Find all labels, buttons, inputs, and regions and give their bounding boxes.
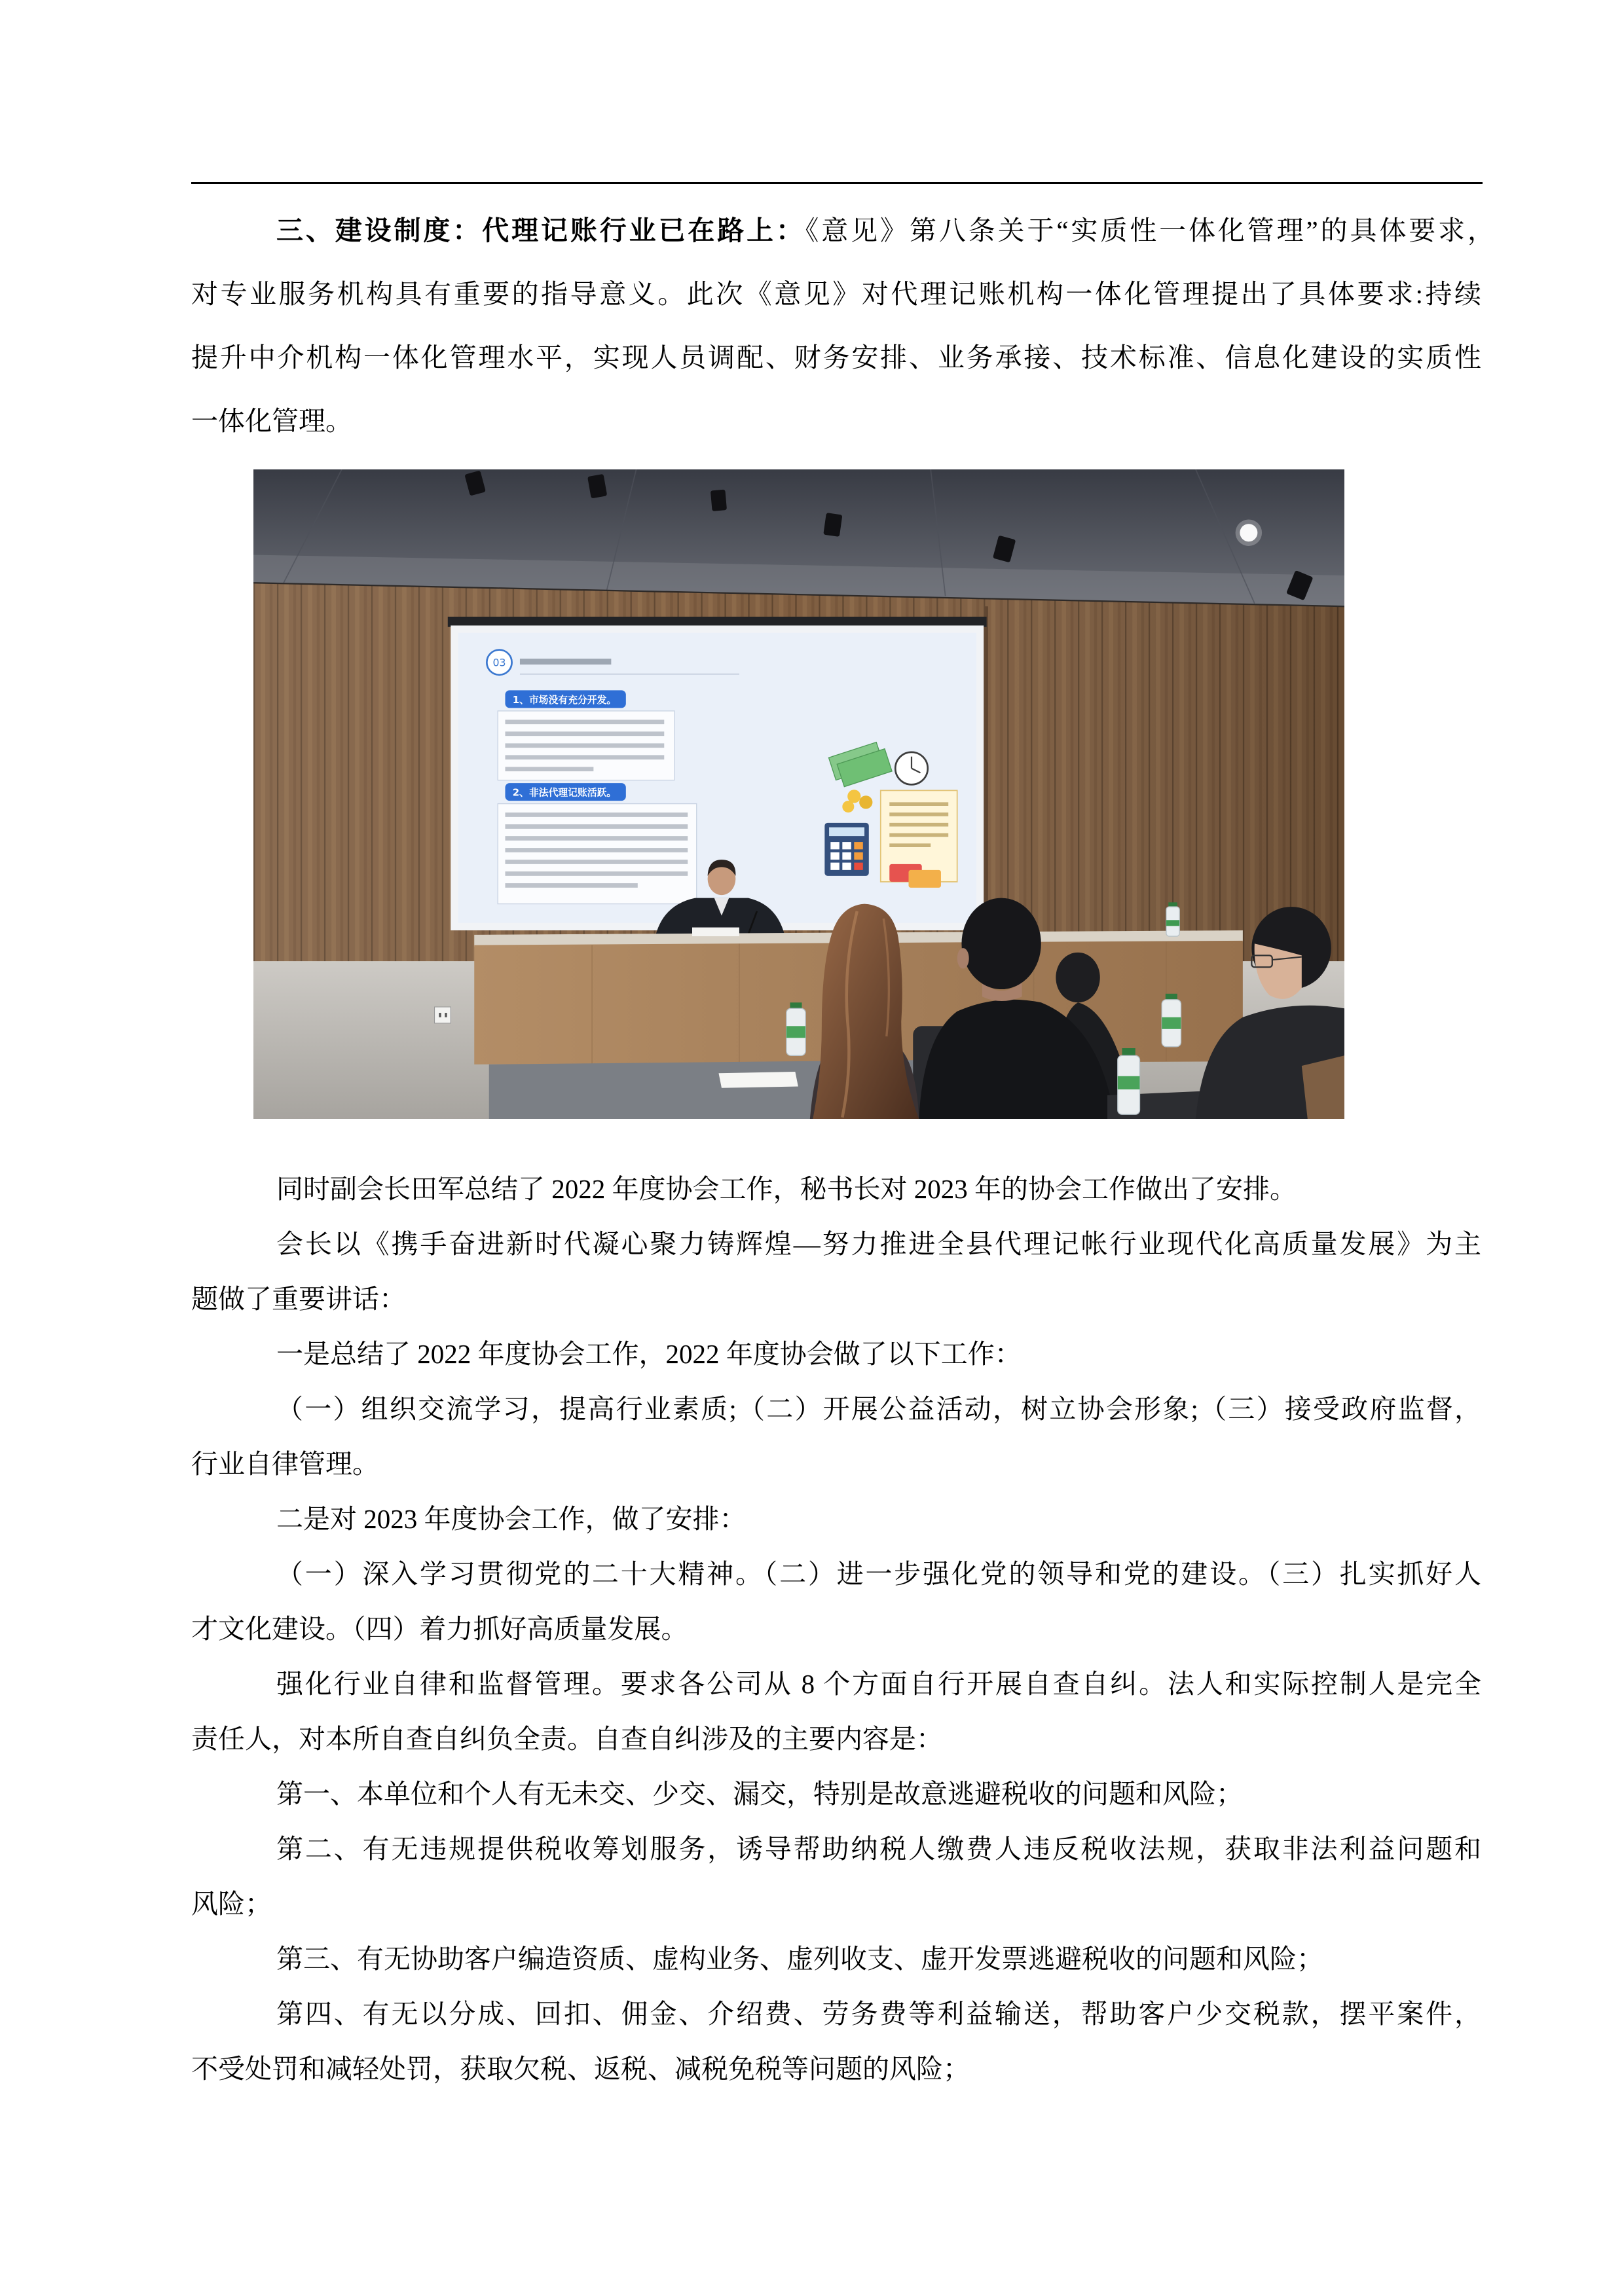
power-outlet [435,1007,451,1023]
body-line: 一是总结了 2022 年度协会工作，2022 年度协会做了以下工作： [276,1339,1022,1369]
body-line: 第二、有无违规提供税收筹划服务，诱导帮助纳税人缴费人违反税收法规，获取非法利益问题和 [276,1834,1481,1864]
body-line: 强化行业自律和监督管理。要求各公司从 8 个方面自行开展自查自纠。法人和实际控制人是完全 [276,1669,1481,1699]
slide-number: 03 [492,656,506,669]
body-line: 第一、本单位和个人有无未交、少交、漏交，特别是故意逃避税收的问题和风险； [276,1779,1243,1809]
slide-point-2: 2、非法代理记账活跃。 [512,787,617,799]
section-heading: 三、建设制度：代理记账行业已在路上： [276,215,805,246]
chair [1302,1055,1344,1119]
body-line: 二是对 2023 年度协会工作，做了安排： [276,1504,747,1534]
body-line: 题做了重要讲话： [191,1284,406,1314]
water-bottle [1166,902,1179,936]
body-line: （一）深入学习贯彻党的二十大精神。（二）进一步强化党的领导和党的建设。（三）扎实抓好人 [276,1559,1481,1589]
water-bottle [786,1002,805,1055]
body-line: 第四、有无以分成、回扣、佣金、介绍费、劳务费等利益输送，帮助客户少交税款，摆平案件， [276,1999,1481,2029]
slide-text-box-2 [498,804,697,904]
clock-icon [895,752,927,784]
slide-point-1: 1、市场没有充分开发。 [512,694,617,706]
body-line: 才文化建设。（四）着力抓好高质量发展。 [191,1614,688,1644]
intro-line: 提升中介机构一体化管理水平，实现人员调配、财务安排、业务承接、技术标准、信息化建设的实质性 [191,342,1481,373]
intro-text: 《意见》第八条关于“实质性一体化管理”的具体要求， [805,215,1494,246]
body-line: （一）组织交流学习，提高行业素质;（二）开展公益活动，树立协会形象;（三）接受政府监督， [276,1394,1481,1424]
intro-line: 一体化管理。 [191,406,352,436]
body-line: 第三、有无协助客户编造资质、虚构业务、虚列收支、虚开发票逃避税收的问题和风险； [276,1944,1323,1974]
intro-paragraph [191,199,1494,453]
header-rule [191,182,1483,184]
body-line: 责任人，对本所自查自纠负全责。自查自纠涉及的主要内容是： [191,1724,943,1754]
body-line: 同时副会长田军总结了 2022 年度协会工作，秘书长对 2023 年的协会工作做出了安排。 [276,1174,1297,1204]
conference-photo [253,469,1344,1119]
calculator-icon [824,823,868,876]
body-line: 不受处罚和减轻处罚，获取欠税、返税、减税免税等问题的风险； [191,2054,970,2084]
water-bottle [1162,994,1181,1047]
intro-line: 对专业服务机构具有重要的指导意义。此次《意见》对代理记账机构一体化管理提出了具体要求:持续 [191,279,1481,309]
body-line: 行业自律管理。 [191,1449,379,1479]
body-line: 风险； [191,1889,272,1919]
body-text [191,1161,1481,2096]
water-bottle [1118,1048,1140,1114]
intro-line [191,199,1494,263]
papers [718,1072,798,1088]
body-line: 会长以《携手奋进新时代凝心聚力铸辉煌—努力推进全县代理记帐行业现代化高质量发展》为主 [276,1229,1481,1259]
